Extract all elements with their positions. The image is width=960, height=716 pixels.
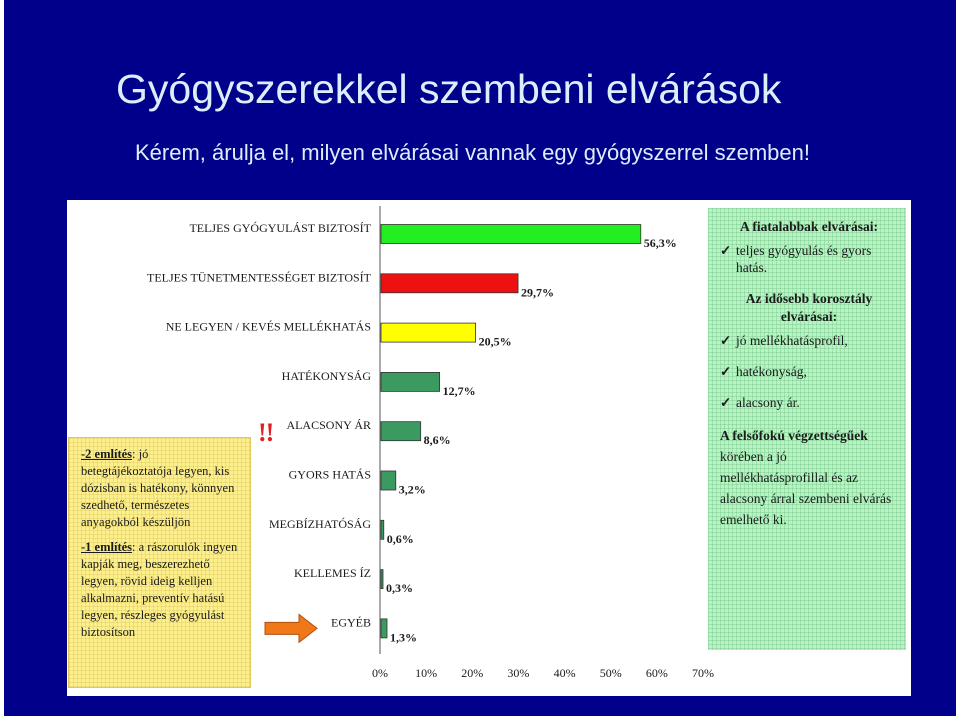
slide-subtitle: Kérem, árulja el, milyen elvárásai vannak egy gyógyszerrel szemben!	[135, 140, 810, 165]
x-tick-label: 0%	[372, 666, 388, 680]
value-label: 0,3%	[386, 581, 413, 596]
category-label: NE LEGYEN / KEVÉS MELLÉKHATÁS	[165, 319, 371, 334]
bar	[381, 274, 518, 293]
mention-2-text: : jó betegtájékoztatója legyen, kis dózisban is hatékony, könnyen szedhető, természetes anyagokból készüljön	[81, 447, 235, 529]
old-item: ✓ alacsony ár.	[720, 395, 800, 410]
x-tick-label: 20%	[461, 666, 484, 680]
bar	[381, 422, 421, 441]
category-label: ALACSONY ÁR	[286, 418, 371, 433]
bar	[381, 323, 476, 342]
mention-2-label: -2 említés	[81, 447, 133, 461]
x-tick-label: 40%	[553, 666, 576, 680]
check-icon: ✓	[720, 243, 732, 258]
category-label: HATÉKONYSÁG	[281, 368, 371, 383]
category-label: TELJES TÜNETMENTESSÉGET BIZTOSÍT	[147, 270, 371, 285]
bar	[381, 619, 387, 638]
check-icon: ✓	[720, 333, 732, 348]
old-item: ✓ jó mellékhatásprofil,	[720, 333, 848, 348]
bar	[381, 225, 641, 244]
mention-1-text: : a rászorulók ingyen kapják meg, beszerezhető legyen, rövid ideig kelljen alkalmazni, preventív hatású legyen, részleges gyógyulást biztosítson	[81, 540, 238, 639]
category-label: GYORS HATÁS	[288, 467, 371, 482]
old-list	[720, 332, 898, 411]
mention-1-paragraph	[81, 539, 240, 641]
young-item: ✓ teljes gyógyulás és gyors hatás.	[720, 243, 872, 275]
category-label: MEGBÍZHATÓSÁG	[269, 516, 371, 531]
value-label: 56,3%	[643, 236, 677, 250]
bar	[381, 520, 384, 539]
value-label: 1,3%	[389, 630, 417, 645]
bar	[381, 471, 396, 490]
value-label: 3,2%	[398, 482, 426, 497]
education-note-text: körében a jó mellékhatásprofillal és az alacsony árral szembeni elvárás emelhető ki.	[720, 449, 892, 527]
x-tick-label: 50%	[599, 666, 622, 680]
check-icon: ✓	[720, 364, 732, 379]
chart-panel	[67, 200, 911, 696]
value-label: 8,6%	[423, 433, 451, 448]
mention-1-label: -1 említés	[81, 540, 133, 554]
bar	[381, 570, 383, 589]
young-heading: A fiatalabbak elvárásai:	[739, 219, 878, 234]
value-label: 0,6%	[386, 531, 414, 546]
education-note	[720, 425, 898, 530]
value-label: 29,7%	[521, 285, 555, 300]
slide-title: Gyógyszerekkel szembeni elvárások	[116, 66, 782, 112]
x-tick-label: 70%	[692, 666, 714, 680]
young-list	[720, 242, 898, 276]
category-label: EGYÉB	[331, 615, 371, 630]
x-tick-label: 10%	[415, 666, 438, 680]
summary-box	[708, 208, 906, 650]
mention-2-paragraph	[81, 446, 240, 531]
old-item: ✓ hatékonyság,	[720, 364, 807, 379]
x-tick-label: 60%	[645, 666, 668, 680]
bar	[381, 372, 440, 391]
value-label: 12,7%	[442, 383, 476, 398]
mentions-note-box	[68, 437, 251, 688]
value-label: 20,5%	[478, 334, 512, 349]
x-tick-label: 30%	[507, 666, 530, 680]
arrow-icon	[265, 614, 317, 642]
check-icon: ✓	[720, 395, 732, 410]
old-heading: Az idősebb korosztály elvárásai:	[745, 291, 873, 324]
category-label: TELJES GYÓGYULÁST BIZTOSÍT	[189, 221, 371, 235]
category-label: KELLEMES ÍZ	[294, 566, 371, 581]
exclamation-mark: !!	[258, 418, 274, 447]
education-note-lead: A felsőfokú végzettségűek	[720, 428, 868, 443]
